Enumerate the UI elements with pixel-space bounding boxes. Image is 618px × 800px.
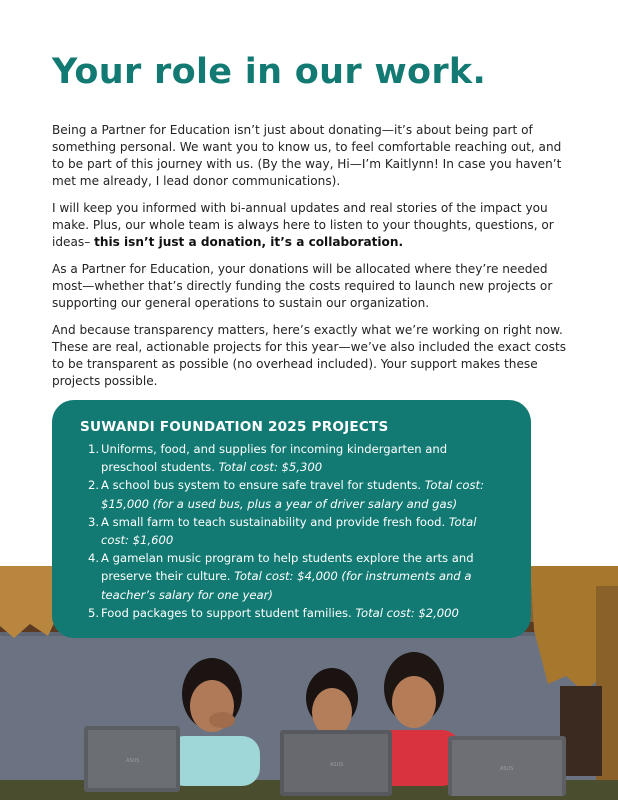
page-title: Your role in our work. <box>52 52 487 92</box>
paragraph-3: As a Partner for Education, your donations will be allocated where they’re needed most—whether that’s directly funding the costs required to launch new projects or supporting our general operations to sustain our organization. <box>52 262 553 310</box>
project-cost: Total cost: $4,000 (for instruments and a teacher’s salary for one year) <box>101 569 472 602</box>
project-cost: Total cost: $15,000 (for a used bus, plus a year of driver salary and gas) <box>101 478 485 511</box>
paragraph-1: Being a Partner for Education isn’t just about donating—it’s about being part of something personal. We want you to know us, to feel comfortable reaching out, and to be part of this journey with us. (By the way, Hi—I’m Kaitlynn! In case you haven’t met me already, I lead donor communications). <box>52 123 562 188</box>
project-item: 4. A gamelan music program to help students explore the arts and preserve their culture. Total cost: $4,000 (for instruments and a teacher’s salary for one year) <box>88 551 474 602</box>
projects-list <box>80 440 505 622</box>
collaboration-emphasis: this isn’t just a donation, it’s a collaboration. <box>94 235 404 249</box>
paragraph-2: I will keep you informed with bi-annual updates and real stories of the impact you make. Plus, our whole team is always here to listen to your thoughts, questions, or ideas– this isn’t just a donation, it’s a collaboration. <box>52 201 554 249</box>
project-cost: Total cost: $2,000 <box>355 605 459 620</box>
laptop-logo-left: ASUS <box>126 758 140 764</box>
laptop-logo-right: ASUS <box>500 766 514 772</box>
project-item: 5. Food packages to support student families. Total cost: $2,000 <box>88 605 459 620</box>
project-cost: Total cost: $5,300 <box>218 460 323 475</box>
project-item: 1. Uniforms, food, and supplies for incoming kindergarten and preschool students. Total cost: $5,300 <box>88 442 448 475</box>
paragraph-4: And because transparency matters, here’s exactly what we’re working on right now. These are real, actionable projects for this year—we’ve also included the exact costs to be transparent as possible (no overhead included). Your support makes these projects possible. <box>52 323 567 388</box>
project-item: 2. A school bus system to ensure safe travel for students. Total cost: $15,000 (for a used bus, plus a year of driver salary and gas) <box>88 478 485 511</box>
project-cost: Total cost: $1,600 <box>101 514 477 548</box>
projects-heading: SUWANDI FOUNDATION 2025 PROJECTS <box>80 419 389 435</box>
laptop-logo-middle: ASUS <box>330 762 344 768</box>
intro-text <box>52 122 572 400</box>
project-item: 3. A small farm to teach sustainability and provide fresh food. Total cost: $1,600 <box>88 514 477 548</box>
projects-box <box>52 400 531 638</box>
